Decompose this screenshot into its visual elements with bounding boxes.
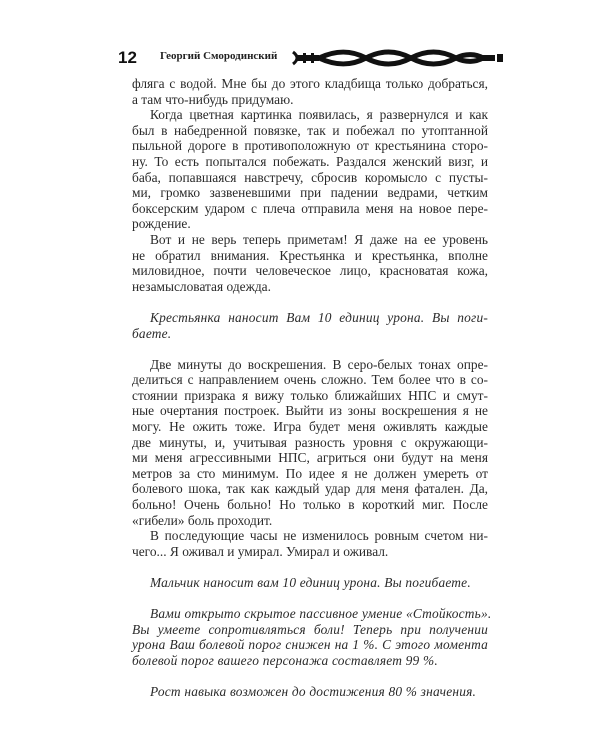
text-line: ну. То есть попытался побежать. Раздался женский визг, и	[132, 153, 488, 169]
author-name: Георгий Смородинский	[160, 50, 278, 62]
text-line: пыльной дороге в противоположную от крестьянина сторо-	[132, 138, 488, 154]
text-line: могу. Не ожить тоже. Игра будет меня оживлять каждые	[132, 419, 488, 435]
text-line: рождение.	[132, 216, 191, 232]
braided-rope-ornament-icon	[291, 48, 506, 68]
text-line: Когда цветная картинка появилась, я развернулся и как	[150, 107, 488, 123]
text-line: Две минуты до воскрешения. В серо-белых тонах опре-	[150, 356, 488, 372]
text-line: Вот и не верь теперь приметам! Я даже на ее уровень	[150, 231, 488, 247]
text-line: В последующие часы не изменилось ровным счетом ни-	[150, 528, 488, 544]
text-line: незамысловатая одежда.	[132, 278, 271, 294]
text-line: болевого шока, так как каждый удар для меня фатален. Да,	[132, 481, 488, 497]
game-message-line: Рост навыка возможен до достижения 80 % значения.	[150, 684, 477, 700]
game-message-line: баете.	[132, 325, 172, 341]
game-message-line: Вы умеете сопротивляться боли! Теперь при получении	[132, 621, 488, 637]
text-line: баба, попавшаяся навстречу, сбросив коромысло с пусты-	[132, 169, 488, 185]
text-line: миловидное, почти человеческое лицо, красноватая кожа,	[132, 263, 488, 279]
text-line: две минуты, и, учитывая разность уровня с окружающи-	[132, 434, 488, 450]
game-message-line: урона Ваш болевой порог снижен на 1 %. С этого момента	[132, 637, 488, 653]
running-header	[118, 47, 503, 69]
page-number: 12	[118, 48, 137, 67]
game-message-line: Вами открыто скрытое пассивное умение «Стойкость».	[150, 606, 492, 622]
text-line: больно! Очень больно! Но только в короткий миг. После	[132, 497, 488, 513]
page-body-text	[132, 76, 492, 700]
text-line: боксерским ударом с плеча отправила меня на новое пере-	[132, 200, 488, 216]
text-line: ные очертания построек. Выйти из зоны воскрешения я не	[132, 403, 488, 419]
text-line: чего... Я оживал и умирал. Умирал и оживал.	[132, 543, 389, 559]
text-line: делиться с направлением очень сложно. Тем более что в со-	[132, 372, 488, 388]
game-message-line: Мальчик наносит вам 10 единиц урона. Вы погибаете.	[150, 575, 471, 590]
text-line: ми меня агрессивными НПС, агриться они будут на меня	[132, 450, 488, 466]
paragraph-gap	[132, 669, 488, 685]
game-message-line: Крестьянка наносит Вам 10 единиц урона. Вы поги-	[150, 309, 488, 325]
text-line: метров за сто минимум. По идее я не должен умереть от	[132, 465, 488, 481]
text-line: не обратил внимания. Крестьянка и крестьянка, вполне	[132, 247, 488, 263]
paragraph-gap	[132, 294, 488, 310]
text-line: стоянии призрака я вижу только ближайших НПС и смут-	[132, 387, 488, 403]
text-line: ми, громко зазвеневшими при падении ведрами, четким	[132, 185, 488, 201]
paragraph-gap	[132, 341, 488, 357]
text-line: фляга с водой. Мне бы до этого кладбища только добраться,	[132, 76, 488, 91]
paragraph-gap	[132, 591, 488, 607]
text-line: а там что-нибудь придумаю.	[132, 91, 294, 107]
text-line: был в набедренной повязке, так и побежал по утоптанной	[132, 122, 488, 138]
paragraph-gap	[132, 559, 488, 575]
text-line: «гибели» боль проходит.	[132, 512, 273, 528]
game-message-line: болевой порог вашего персонажа составляет 99 %.	[132, 652, 438, 668]
